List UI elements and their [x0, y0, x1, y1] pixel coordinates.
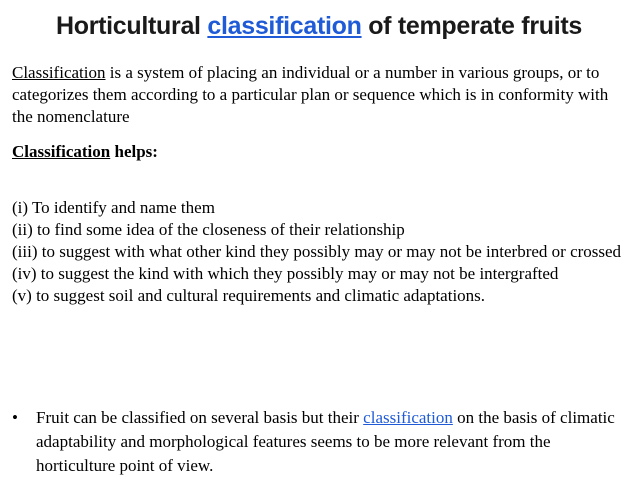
slide-title [0, 12, 638, 41]
helps-term: Classification [12, 142, 111, 161]
list-item: (iv) to suggest the kind with which they possibly may or may not be intergrafted [12, 264, 559, 283]
list-item: (v) to suggest soil and cultural requirements and climatic adaptations. [12, 286, 486, 305]
bullet-point [12, 406, 626, 478]
bullet-classification-link[interactable]: classification [363, 408, 453, 427]
purpose-list [12, 197, 626, 307]
bullet-text-after: on the basis of climatic adaptability and morphological features seems to be more relevant from the horticulture point of view. [36, 408, 615, 475]
intro-definition: is a system of placing an individual or a number in various groups, or to categorizes them according to a particular plan or sequence which is in conformity with the nomenclature [12, 63, 609, 126]
title-classification-link[interactable]: classification [207, 12, 362, 40]
bullet-text-before: Fruit can be classified on several basis but their [36, 408, 364, 427]
bullet-text [36, 406, 626, 478]
bullet-icon: • [12, 408, 18, 427]
title-text-before: Horticultural [55, 12, 208, 40]
list-item: (i) To identify and name them [12, 198, 215, 217]
helps-label: helps: [110, 142, 158, 161]
intro-paragraph [12, 62, 626, 128]
list-item: (ii) to find some idea of the closeness of their relationship [12, 220, 405, 239]
helps-heading [12, 141, 626, 163]
title-text-after: of temperate fruits [361, 12, 582, 40]
list-item: (iii) to suggest with what other kind they possibly may or may not be interbred or crossed [12, 242, 622, 261]
intro-term: Classification [12, 63, 106, 82]
